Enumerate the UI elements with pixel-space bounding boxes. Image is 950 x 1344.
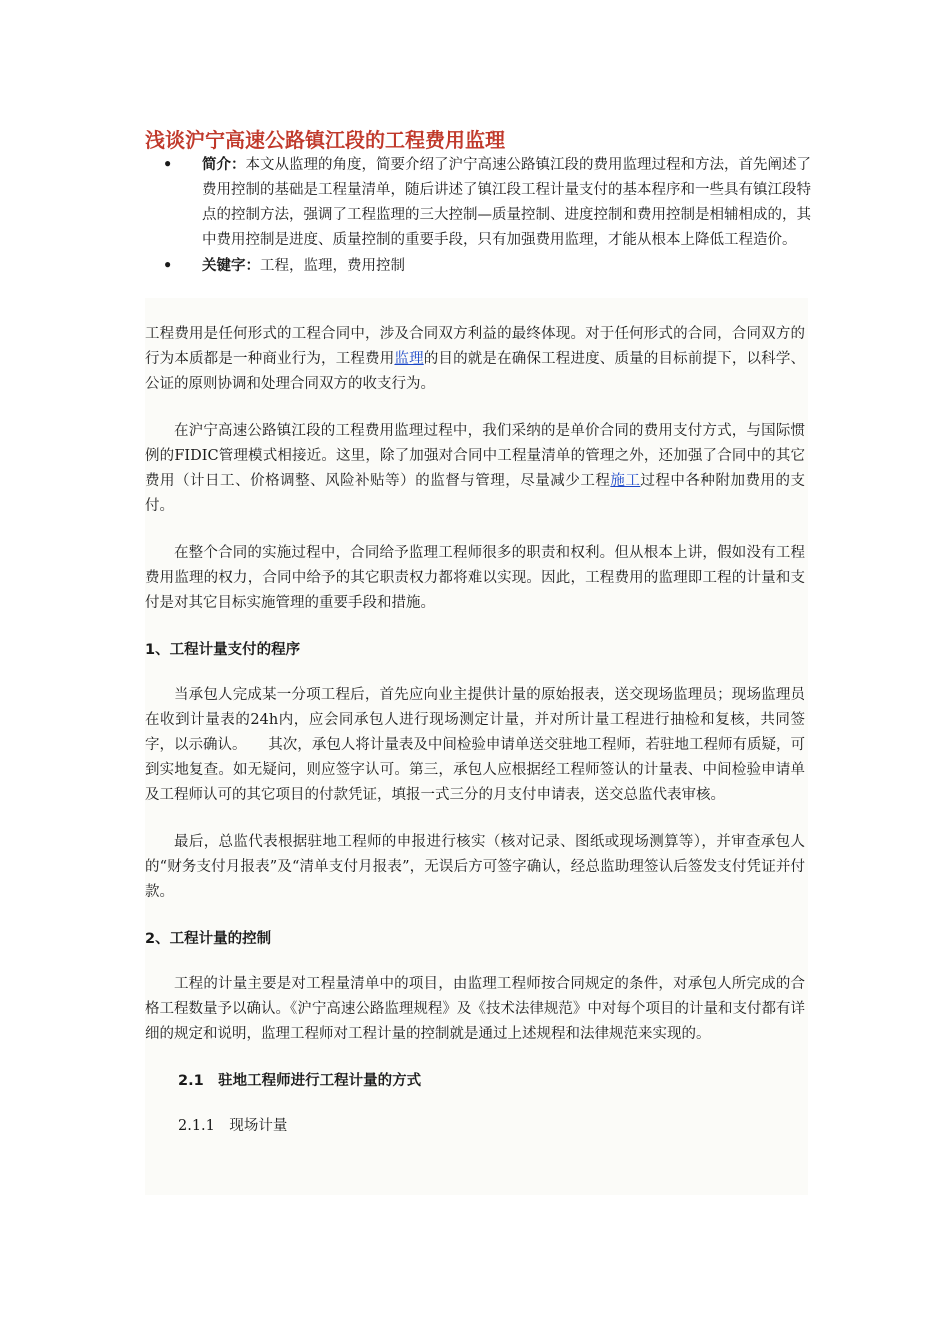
bullet-icon: •	[163, 156, 173, 173]
paragraph-measurement: 工程的计量主要是对工程量清单中的项目，由监理工程师按合同规定的条件，对承包人所完成的合格工程数量予以确认。《沪宁高速公路监理规程》及《技术法律规范》中对每个项目的计量和支付都有详细的规定和说明，监理工程师对工程计量的控制就是通过上述规程和法律规范来实现的。	[145, 976, 805, 1042]
subsection-heading-2-1-1: 2.1.1 现场计量	[178, 1118, 288, 1134]
paragraph-final-approval: 最后，总监代表根据驻地工程师的申报进行核实（核对记录、图纸或现场测算等），并审查承包人的“财务支付月报表”及“清单支付月报表”，无误后方可签字确认，经总监助理签认后签发支付凭证并付款。	[145, 834, 805, 900]
page-title: 浅谈沪宁高速公路镇江段的工程费用监理	[145, 128, 505, 152]
abstract-text: 本文从监理的角度，简要介绍了沪宁高速公路镇江段的费用监理过程和方法，首先阐述了费用控制的基础是工程量清单，随后讲述了镇江段工程计量支付的基本程序和一些具有镇江段特点的控制方法，强调了工程监理的三大控制—质量控制、进度控制和费用控制是相辅相成的，其中费用控制是进度、质量控制的重要手段，只有加强费用监理，才能从根本上降低工程造价。	[202, 157, 811, 248]
abstract-item	[163, 152, 813, 253]
keywords-item	[163, 253, 813, 279]
link-construction[interactable]: 施工	[610, 473, 641, 489]
subsection-heading-2-1: 2.1 驻地工程师进行工程计量的方式	[178, 1073, 422, 1089]
section-heading-1: 1、工程计量支付的程序	[145, 642, 301, 658]
paragraph-procedure: 当承包人完成某一分项工程后，首先应向业主提供计量的原始报表，送交现场监理员；现场监理员在收到计量表的24h内，应会同承包人进行现场测定计量，并对所计量工程进行抽检和复核，共同签字，以示确认。 其次，承包人将计量表及中间检验申请单送交驻地工程师，若驻地工程师有质疑，可到实地复查。如无疑问，则应签字认可。第三，承包人应根据经工程师签认的计量表、中间检验申请单及工程师认可的其它项目的付款凭证，填报一式三分的月支付申请表，送交总监代表审核。	[145, 687, 805, 803]
section-heading-2: 2、工程计量的控制	[145, 931, 272, 947]
keywords-text: 工程，监理，费用控制	[260, 258, 405, 274]
paragraph-authority: 在整个合同的实施过程中，合同给予监理工程师很多的职责和权利。但从根本上讲，假如没有工程费用监理的权力，合同中给予的其它职责权力都将难以实现。因此，工程费用的监理即工程的计量和支付是对其它目标实施管理的重要手段和措施。	[145, 545, 805, 611]
bullet-icon: •	[163, 257, 173, 274]
paragraph-intro: 工程费用是任何形式的工程合同中，涉及合同双方利益的最终体现。对于任何形式的合同，合同双方的行为本质都是一种商业行为，工程费用监理的目的就是在确保工程进度、质量的目标前提下，以科学、公证的原则协调和处理合同双方的收支行为。	[145, 326, 806, 392]
article-body	[145, 322, 805, 1139]
paragraph-contract: 在沪宁高速公路镇江段的工程费用监理过程中，我们采纳的是单价合同的费用支付方式，与国际惯例的FIDIC管理模式相接近。这里，除了加强对合同中工程量清单的管理之外，还加强了合同中的其它费用（计日工、价格调整、风险补贴等）的监督与管理，尽量减少工程施工过程中各种附加费用的支付。	[145, 423, 806, 514]
link-supervision[interactable]: 监理	[394, 351, 424, 367]
summary-list	[163, 152, 813, 279]
keywords-label: 关键字：	[202, 257, 260, 274]
abstract-label: 简介：	[202, 156, 246, 173]
